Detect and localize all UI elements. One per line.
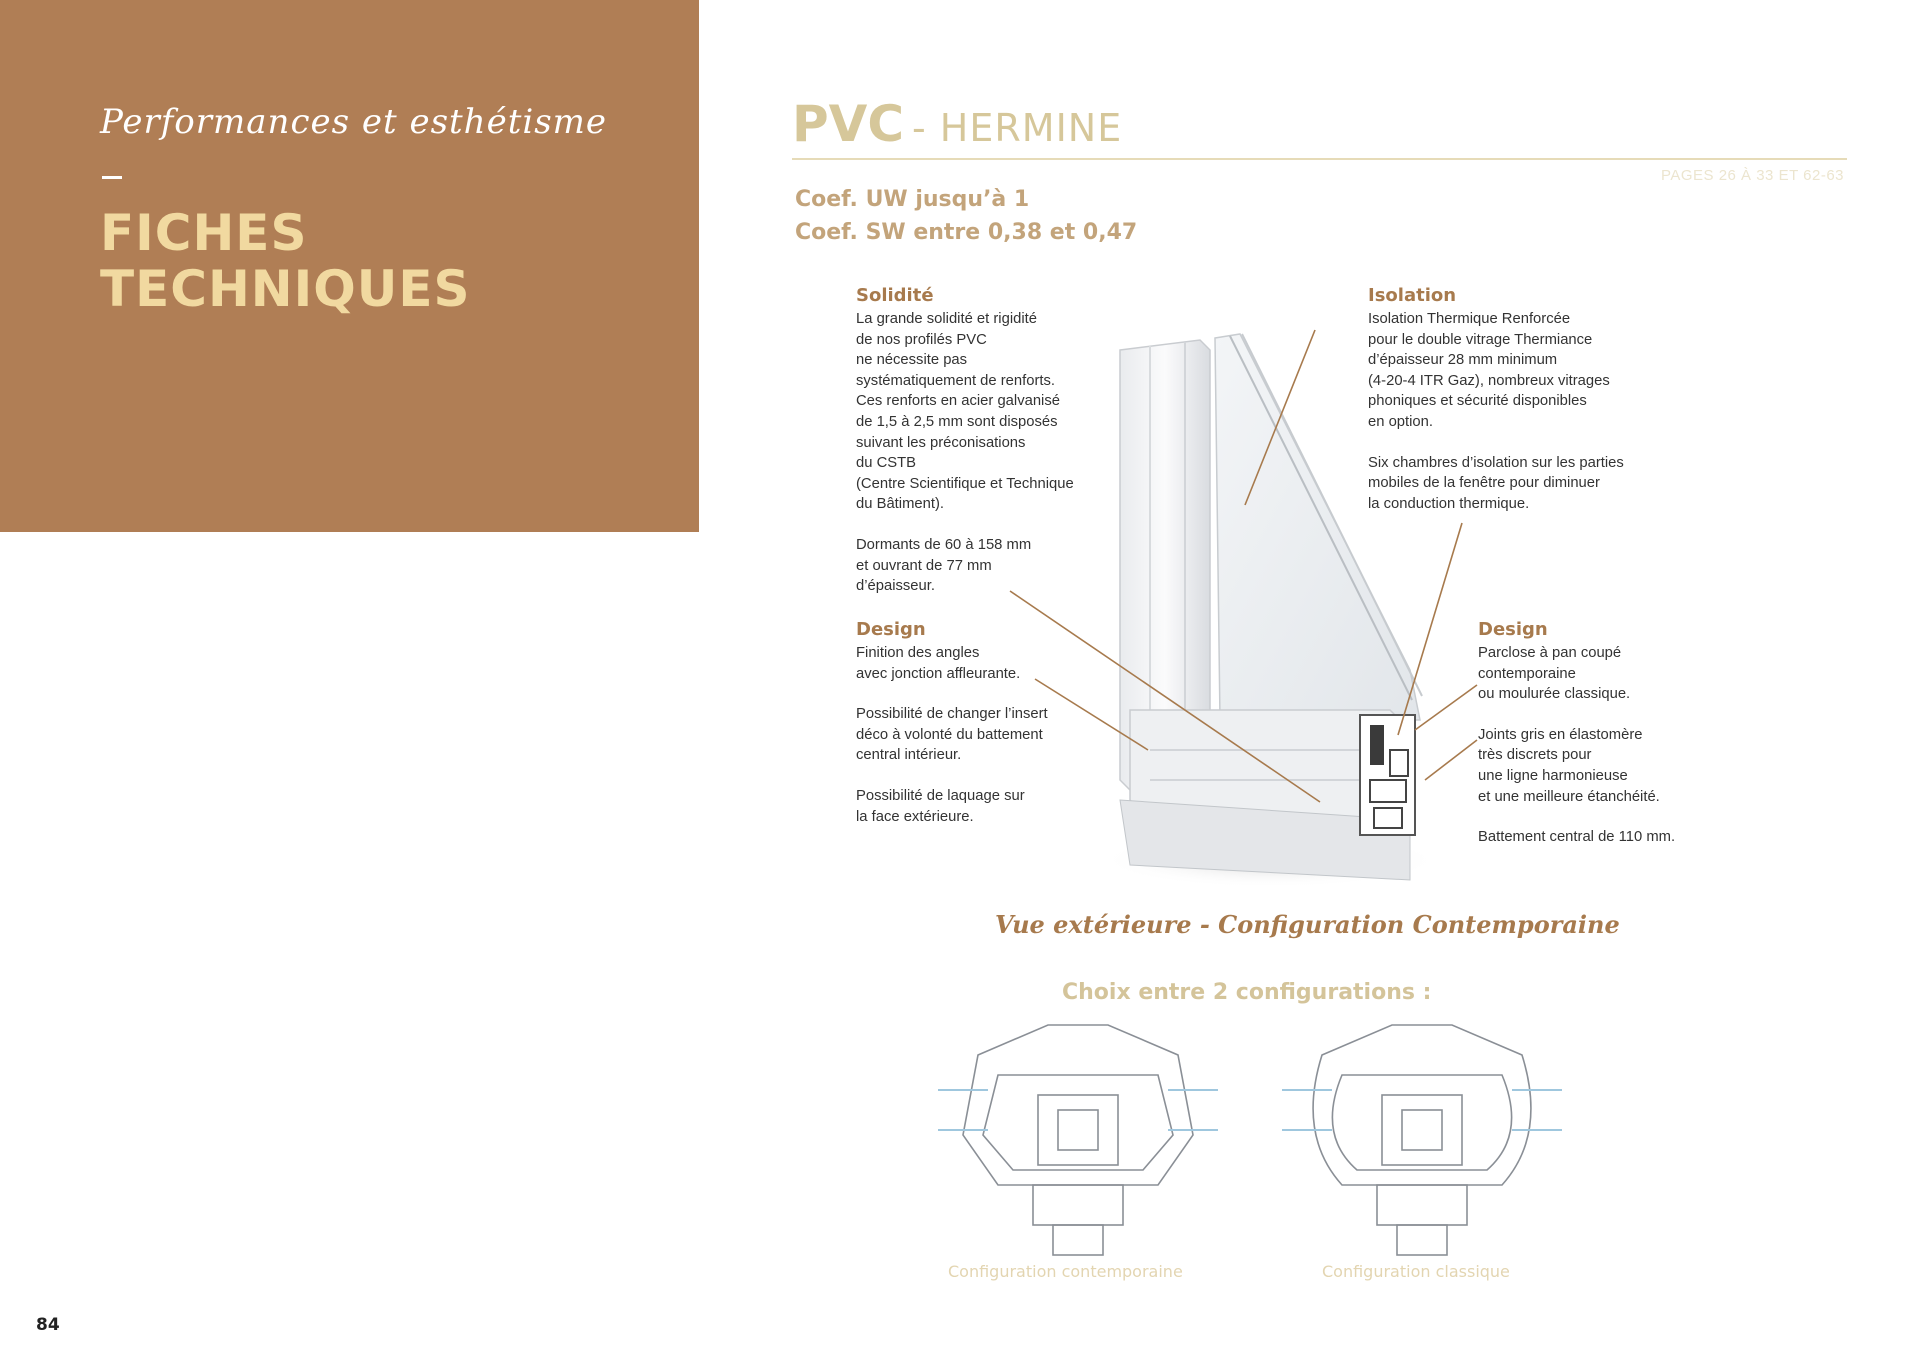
leader-design-angles bbox=[1035, 679, 1148, 750]
leader-isolation-glass bbox=[1245, 330, 1315, 505]
section-foot bbox=[1397, 1225, 1447, 1255]
section-outline bbox=[1313, 1025, 1531, 1185]
hero-title-line1: FICHES bbox=[100, 204, 308, 262]
hero-subtitle: Performances et esthétisme bbox=[100, 102, 608, 142]
section-foot bbox=[1053, 1225, 1103, 1255]
page-number: 84 bbox=[36, 1315, 60, 1335]
isolation-heading: Isolation bbox=[1368, 285, 1457, 306]
pages-reference: PAGES 26 À 33 ET 62-63 bbox=[1660, 167, 1844, 184]
section-base bbox=[1033, 1185, 1123, 1225]
section-base bbox=[1377, 1185, 1467, 1225]
section-core bbox=[1402, 1110, 1442, 1150]
leader-joints bbox=[1425, 740, 1477, 780]
design-angles-text: Finition des angles avec jonction affleurante. bbox=[856, 645, 1021, 682]
solidite-heading: Solidité bbox=[856, 285, 934, 306]
isolation-text: Isolation Thermique Renforcée pour le double vitrage Thermiance d’épaisseur 28 mm minimum (4-20-4 ITR Gaz), nombreux vitrages phoniques et sécurité disponibles en option. bbox=[1368, 311, 1610, 430]
coef-sw: Coef. SW entre 0,38 et 0,47 bbox=[795, 220, 1138, 245]
page-subtitle: - HERMINE bbox=[912, 106, 1123, 150]
coef-uw: Coef. UW jusqu’à 1 bbox=[795, 187, 1030, 212]
label-contemporaine: Configuration contemporaine bbox=[948, 1262, 1183, 1281]
hero-title-line2: TECHNIQUES bbox=[100, 260, 471, 318]
joints-text: Joints gris en élastomère très discrets pour une ligne harmonieuse et une meilleure étanchéité. bbox=[1478, 726, 1660, 805]
section-inner bbox=[983, 1075, 1173, 1170]
dormants-text: Dormants de 60 à 158 mm et ouvrant de 77 mm d’épaisseur. bbox=[856, 536, 1032, 595]
section-core bbox=[1058, 1110, 1098, 1150]
view-caption: Vue extérieure - Configuration Contemporaine bbox=[995, 910, 1620, 939]
section-outline bbox=[963, 1025, 1193, 1185]
leader-dormants bbox=[1010, 591, 1320, 802]
design-insert-text: Possibilité de changer l’insert déco à volonté du battement central intérieur. bbox=[856, 706, 1048, 764]
section-contemporaine-drawing bbox=[938, 1015, 1218, 1260]
design-laquage-text: Possibilité de laquage sur la face extérieure. bbox=[856, 787, 1025, 825]
label-classique: Configuration classique bbox=[1322, 1262, 1510, 1281]
design-right-heading: Design bbox=[1478, 619, 1548, 640]
battement-text: Battement central de 110 mm. bbox=[1478, 829, 1676, 846]
leader-parclose bbox=[1415, 685, 1477, 730]
section-center bbox=[1038, 1095, 1118, 1165]
design-left-heading: Design bbox=[856, 619, 926, 640]
page-title: PVC bbox=[792, 95, 905, 153]
configurations-title: Choix entre 2 configurations : bbox=[1062, 980, 1432, 1005]
section-classique-drawing bbox=[1282, 1015, 1562, 1260]
solidite-text: La grande solidité et rigidité de nos profilés PVC ne nécessite pas systématiquement de renforts. Ces renforts en acier galvanisé de 1,5 à 2,5 mm sont disposés suivant les préconisations du CSTB (Centre Scientifique et Technique du Bâtiment). bbox=[856, 311, 1074, 513]
chambres-text: Six chambres d’isolation sur les parties mobiles de la fenêtre pour diminuer la conduction thermique. bbox=[1368, 454, 1624, 512]
section-center bbox=[1382, 1095, 1462, 1165]
section-inner bbox=[1332, 1075, 1511, 1170]
parclose-text: Parclose à pan coupé contemporaine ou moulurée classique. bbox=[1478, 645, 1631, 703]
